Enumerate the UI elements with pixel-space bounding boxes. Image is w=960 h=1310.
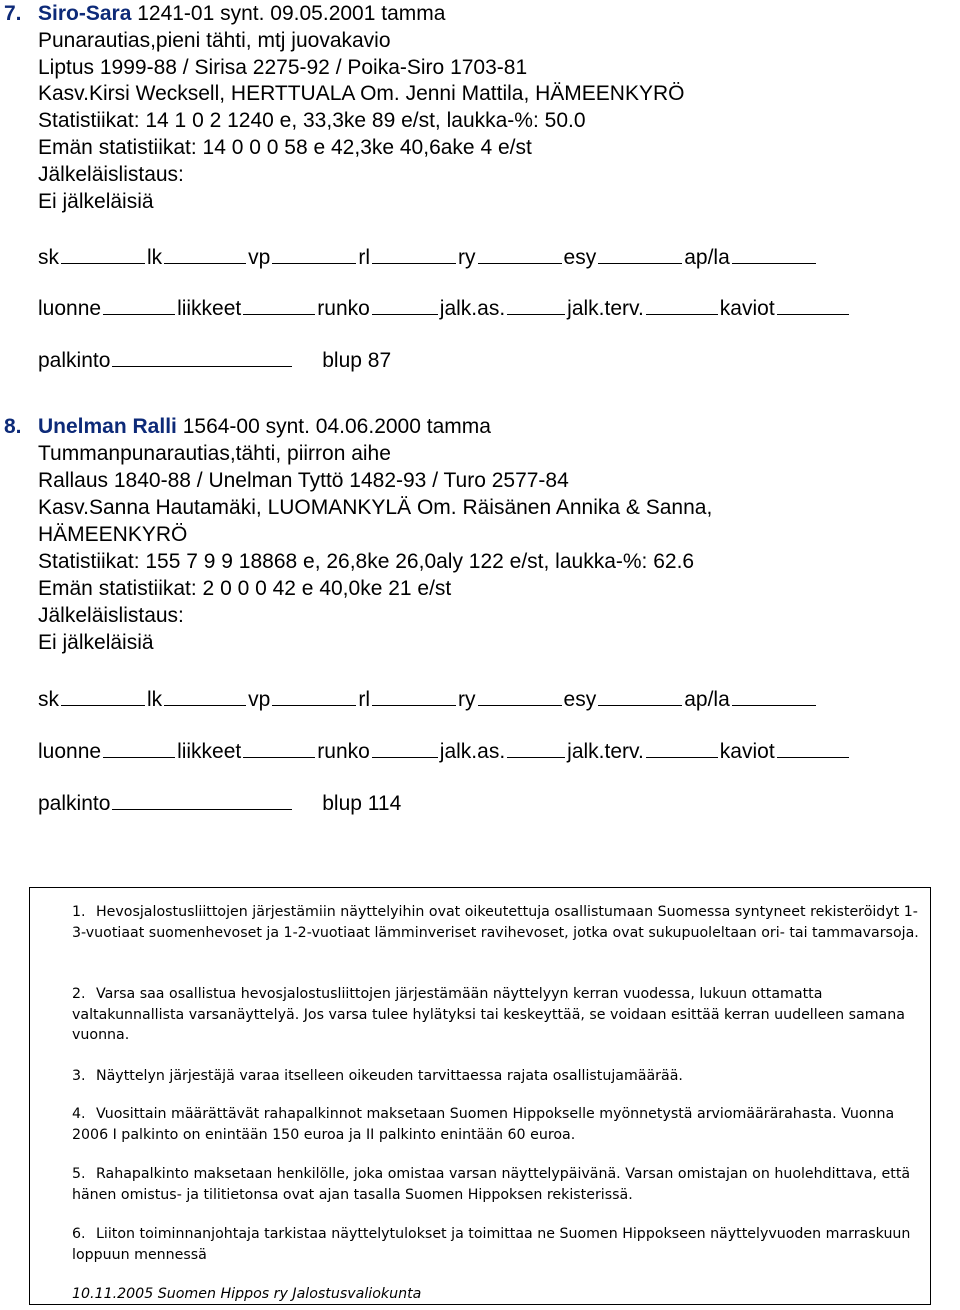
field-label: jalk.terv. — [567, 297, 644, 320]
score-blank[interactable] — [478, 243, 562, 264]
horse-color: Punarautias,pieni tähti, mtj juovakavio — [38, 29, 391, 52]
field-label: liikkeet — [177, 297, 242, 320]
prize-label: palkinto — [38, 349, 111, 372]
pedigree: Rallaus 1840-88 / Unelman Tyttö 1482-93 / Turo 2577-84 — [38, 469, 569, 492]
offspring-value: Ei jälkeläisiä — [38, 631, 154, 654]
score-blank[interactable] — [103, 737, 175, 758]
rule-item — [72, 902, 922, 943]
prize-row — [38, 346, 391, 374]
score-blank[interactable] — [478, 685, 562, 706]
field-label: vp — [248, 246, 271, 269]
score-blank[interactable] — [372, 685, 456, 706]
score-blank[interactable] — [507, 294, 565, 315]
offspring-label: Jälkeläislistaus: — [38, 604, 184, 627]
score-blank[interactable] — [164, 685, 246, 706]
field-label: jalk.as. — [439, 740, 506, 763]
blup-value: blup 87 — [322, 349, 392, 372]
score-blank[interactable] — [103, 294, 175, 315]
score-row-2 — [38, 294, 851, 322]
rule-number: 2. — [72, 986, 86, 1002]
field-label: esy — [563, 688, 597, 711]
score-blank[interactable] — [777, 737, 849, 758]
field-label: esy — [563, 246, 597, 269]
score-blank[interactable] — [372, 737, 438, 758]
rule-text: Hevosjalostusliittojen järjestämiin näyttelyihin ovat oikeutettuja osallistumaan Suomessa syntyneet rekisteröidyt 1-3-vuotiaat suomenhevoset ja 1-2-vuotiaat lämminveriset ravihevoset, jotka ovat sukupuoleltaan ori- tai tammavarsoja. — [72, 904, 919, 941]
statistics: Statistiikat: 155 7 9 9 18868 e, 26,8ke 26,0aly 122 e/st, laukka-%: 62.6 — [38, 550, 695, 573]
signature-line: 10.11.2005 Suomen Hippos ry Jalostusvaliokunta — [72, 1286, 422, 1302]
score-blank[interactable] — [372, 243, 456, 264]
score-row-1 — [38, 243, 818, 271]
offspring-label: Jälkeläislistaus: — [38, 163, 184, 186]
entry-heading — [4, 414, 491, 440]
rule-number: 5. — [72, 1166, 86, 1182]
rule-item — [72, 1164, 922, 1205]
field-label: kaviot — [719, 740, 775, 763]
score-blank[interactable] — [732, 685, 816, 706]
score-blank[interactable] — [732, 243, 816, 264]
field-label: vp — [248, 688, 271, 711]
entry-heading — [4, 1, 445, 27]
score-blank[interactable] — [61, 685, 145, 706]
field-label: ry — [458, 246, 476, 269]
field-label: ry — [458, 688, 476, 711]
score-blank[interactable] — [777, 294, 849, 315]
field-label: ap/la — [684, 688, 730, 711]
rule-text: Rahapalkinto maksetaan henkilölle, joka omistaa varsan näyttelypäivänä. Varsan omistajan on huolehdittava, että hänen omistus- ja tilitietonsa ovat ajan tasalla Suomen Hippoksen rekisterissä. — [72, 1166, 911, 1203]
score-row-1 — [38, 685, 818, 713]
score-blank[interactable] — [272, 685, 356, 706]
statistics: Statistiikat: 14 1 0 2 1240 e, 33,3ke 89 e/st, laukka-%: 50.0 — [38, 109, 586, 132]
entry-number: 7. — [4, 2, 22, 25]
score-blank[interactable] — [243, 294, 315, 315]
field-label: sk — [38, 246, 59, 269]
prize-label: palkinto — [38, 792, 111, 815]
score-blank[interactable] — [646, 294, 718, 315]
field-label: lk — [147, 688, 163, 711]
score-blank[interactable] — [61, 243, 145, 264]
rule-number: 1. — [72, 904, 86, 920]
score-blank[interactable] — [598, 685, 682, 706]
breeder-owner: Kasv.Kirsi Wecksell, HERTTUALA Om. Jenni Mattila, HÄMEENKYRÖ — [38, 82, 685, 105]
rule-number: 3. — [72, 1068, 86, 1084]
horse-name: Siro-Sara — [38, 2, 132, 25]
horse-name: Unelman Ralli — [38, 415, 177, 438]
dam-statistics: Emän statistiikat: 14 0 0 0 58 e 42,3ke 40,6ake 4 e/st — [38, 136, 532, 159]
breeder-owner: Kasv.Sanna Hautamäki, LUOMANKYLÄ Om. Räisänen Annika & Sanna, — [38, 496, 713, 519]
field-label: sk — [38, 688, 59, 711]
field-label: jalk.terv. — [567, 740, 644, 763]
blup-value: blup 114 — [322, 792, 402, 815]
rule-item — [72, 1066, 922, 1087]
breeder-owner-cont: HÄMEENKYRÖ — [38, 523, 188, 546]
field-label: luonne — [38, 740, 102, 763]
field-label: kaviot — [719, 297, 775, 320]
field-label: liikkeet — [177, 740, 242, 763]
rule-item — [72, 1224, 922, 1265]
rule-number: 4. — [72, 1106, 86, 1122]
field-label: rl — [358, 246, 371, 269]
field-label: jalk.as. — [439, 297, 506, 320]
registration-info: 1564-00 synt. 04.06.2000 tamma — [182, 415, 491, 438]
score-blank[interactable] — [598, 243, 682, 264]
prize-row — [38, 789, 401, 817]
prize-blank[interactable] — [112, 346, 292, 367]
rules-box — [29, 887, 931, 1305]
prize-blank[interactable] — [112, 789, 292, 810]
rule-text: Varsa saa osallistua hevosjalostusliittojen järjestämään näyttelyyn kerran vuodessa, lukuun ottamatta valtakunnallista varsanäyttelyä. Jos varsa tulee hylätyksi tai keskeyttää, se voidaan esittää kerran uudelleen samana vuonna. — [72, 986, 905, 1043]
field-label: runko — [317, 297, 370, 320]
field-label: ap/la — [684, 246, 730, 269]
score-blank[interactable] — [164, 243, 246, 264]
pedigree: Liptus 1999-88 / Sirisa 2275-92 / Poika-Siro 1703-81 — [38, 56, 528, 79]
rule-item — [72, 1104, 922, 1145]
score-blank[interactable] — [507, 737, 565, 758]
field-label: lk — [147, 246, 163, 269]
horse-color: Tummanpunarautias,tähti, piirron aihe — [38, 442, 391, 465]
field-label: rl — [358, 688, 371, 711]
rule-text: Näyttelyn järjestäjä varaa itselleen oikeuden tarvittaessa rajata osallistujamäärää. — [96, 1068, 683, 1084]
score-blank[interactable] — [243, 737, 315, 758]
registration-info: 1241-01 synt. 09.05.2001 tamma — [137, 2, 446, 25]
entry-number: 8. — [4, 415, 22, 438]
rule-text: Liiton toiminnanjohtaja tarkistaa näyttelytulokset ja toimittaa ne Suomen Hippokseen näyttelyvuoden marraskuun loppuun mennessä — [72, 1226, 911, 1263]
field-label: luonne — [38, 297, 102, 320]
rule-item — [72, 984, 922, 1046]
rule-text: Vuosittain määrättävät rahapalkinnot maksetaan Suomen Hippokselle myönnetystä arviomäärärahasta. Vuonna 2006 I palkinto on enintään 150 euroa ja II palkinto enintään 60 euroa. — [72, 1106, 895, 1143]
rule-number: 6. — [72, 1226, 86, 1242]
dam-statistics: Emän statistiikat: 2 0 0 0 42 e 40,0ke 21 e/st — [38, 577, 452, 600]
score-blank[interactable] — [646, 737, 718, 758]
offspring-value: Ei jälkeläisiä — [38, 190, 154, 213]
score-blank[interactable] — [372, 294, 438, 315]
score-row-2 — [38, 737, 851, 765]
score-blank[interactable] — [272, 243, 356, 264]
field-label: runko — [317, 740, 370, 763]
